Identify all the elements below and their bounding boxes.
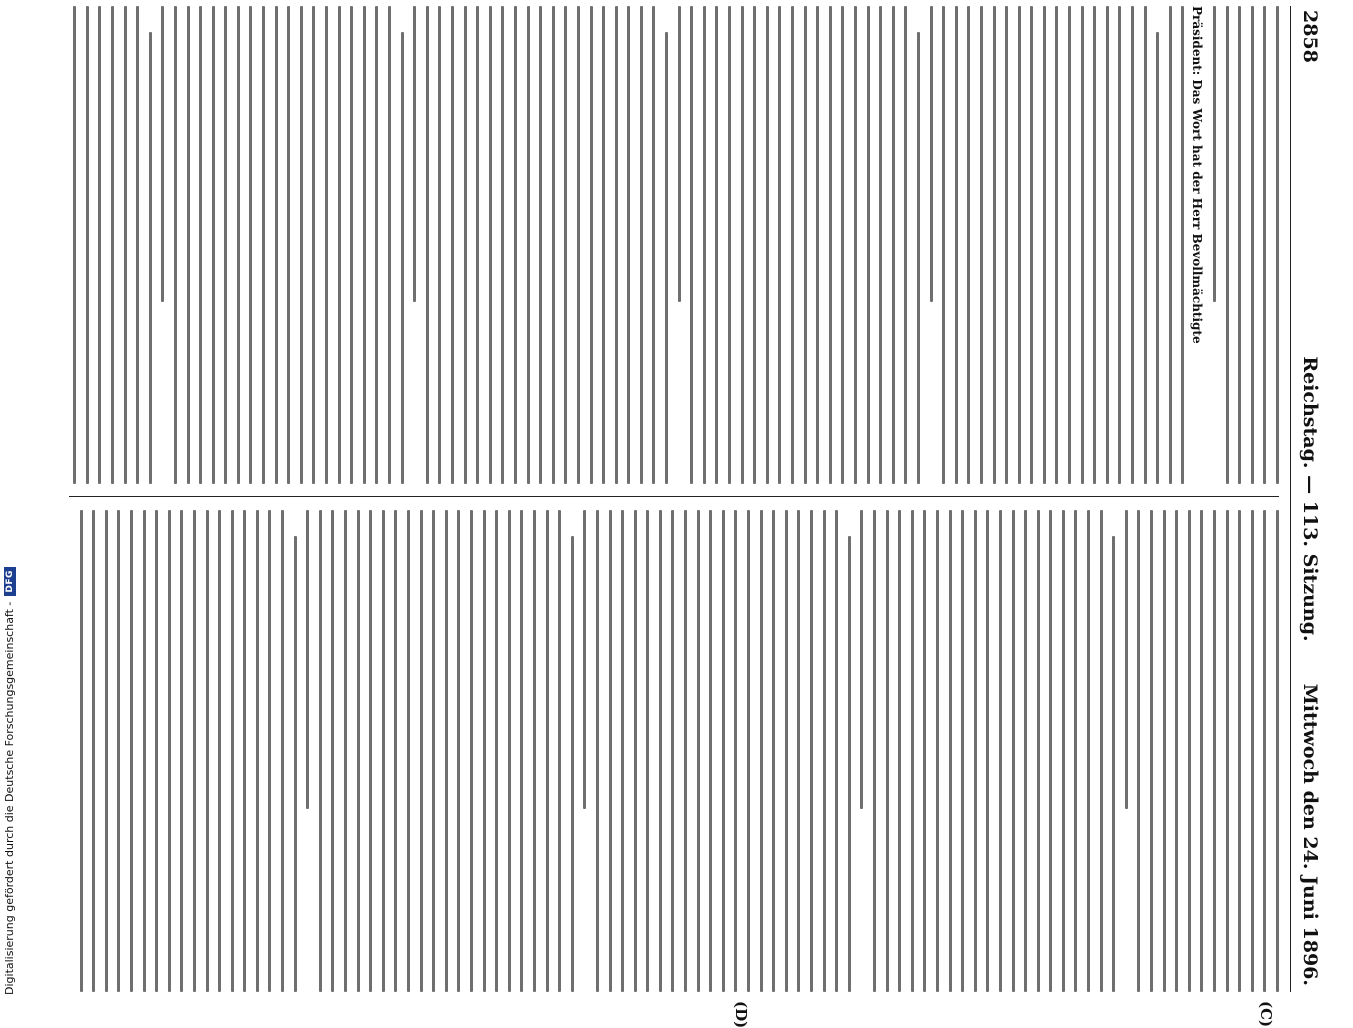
scanned-page xyxy=(55,6,1345,1028)
text-line xyxy=(841,6,844,484)
text-line xyxy=(1263,6,1266,484)
text-line xyxy=(974,510,977,992)
text-line xyxy=(917,32,920,484)
text-line xyxy=(1043,6,1046,484)
text-line xyxy=(1144,6,1147,484)
text-line xyxy=(715,6,718,484)
text-line xyxy=(382,510,385,992)
text-line xyxy=(936,510,939,992)
speaker-line: Präsident: Das Wort hat der Herr Bevollmächtigte xyxy=(1190,6,1205,344)
text-line xyxy=(501,6,504,484)
text-line xyxy=(527,6,530,484)
text-line xyxy=(804,6,807,484)
text-line xyxy=(300,6,303,484)
text-line xyxy=(829,6,832,484)
text-line xyxy=(80,510,83,992)
text-line xyxy=(445,510,448,992)
text-line xyxy=(640,6,643,484)
text-line xyxy=(949,510,952,992)
text-line xyxy=(590,6,593,484)
text-line xyxy=(231,510,234,992)
text-line xyxy=(892,6,895,484)
text-line xyxy=(766,6,769,484)
text-line xyxy=(558,510,561,992)
text-line xyxy=(250,6,253,484)
text-line xyxy=(1024,510,1027,992)
text-line xyxy=(331,510,334,992)
text-line xyxy=(143,510,146,992)
text-line xyxy=(564,6,567,484)
text-line xyxy=(407,510,410,992)
column-divider xyxy=(69,496,1279,497)
text-line xyxy=(577,6,580,484)
margin-marker-c: (C) xyxy=(1257,1001,1275,1028)
session-date: Mittwoch den 24. Juni 1896. xyxy=(1299,683,1321,986)
text-line xyxy=(105,510,108,992)
digitization-credit xyxy=(3,5,16,995)
text-line xyxy=(552,6,555,484)
text-line xyxy=(904,6,907,484)
text-column-left xyxy=(67,6,1279,484)
text-line xyxy=(1226,510,1229,992)
text-line xyxy=(1012,510,1015,992)
text-line xyxy=(1175,510,1178,992)
text-line xyxy=(130,510,133,992)
text-line xyxy=(823,510,826,992)
text-line xyxy=(1112,536,1115,992)
text-line xyxy=(1156,32,1159,484)
text-line xyxy=(980,6,983,484)
text-line xyxy=(955,6,958,484)
text-line xyxy=(1005,6,1008,484)
text-line xyxy=(1087,510,1090,992)
text-line xyxy=(816,6,819,484)
text-line xyxy=(961,510,964,992)
text-line xyxy=(224,6,227,484)
text-line xyxy=(672,510,675,992)
text-line xyxy=(218,510,221,992)
text-line xyxy=(653,6,656,484)
text-line xyxy=(747,510,750,992)
text-line xyxy=(514,6,517,484)
text-line xyxy=(627,6,630,484)
text-line xyxy=(697,510,700,992)
text-line xyxy=(483,510,486,992)
text-line xyxy=(432,510,435,992)
text-line xyxy=(728,6,731,484)
text-line xyxy=(495,510,498,992)
margin-marker-d: (D) xyxy=(732,1001,750,1028)
text-line xyxy=(111,6,114,484)
text-line xyxy=(1118,6,1121,484)
text-line xyxy=(621,510,624,992)
text-line xyxy=(344,510,347,992)
text-line xyxy=(401,32,404,484)
text-line xyxy=(734,510,737,992)
text-line xyxy=(1163,510,1166,992)
text-line xyxy=(873,510,876,992)
text-line xyxy=(168,510,171,992)
text-column-right xyxy=(67,510,1279,992)
text-line xyxy=(193,510,196,992)
text-line xyxy=(206,510,209,992)
text-line xyxy=(741,6,744,484)
text-line xyxy=(1181,6,1184,484)
text-line xyxy=(180,510,183,992)
text-line xyxy=(256,510,259,992)
text-line xyxy=(1106,6,1109,484)
text-line xyxy=(98,6,101,484)
text-line xyxy=(665,32,668,484)
text-line xyxy=(1131,6,1134,484)
text-line xyxy=(911,510,914,992)
text-line xyxy=(879,6,882,484)
text-line xyxy=(451,6,454,484)
text-line xyxy=(753,6,756,484)
text-line xyxy=(678,6,681,302)
text-line xyxy=(1238,6,1241,484)
text-line xyxy=(993,6,996,484)
text-line xyxy=(1200,510,1203,992)
text-line xyxy=(1251,510,1254,992)
text-line xyxy=(760,510,763,992)
text-line xyxy=(1137,510,1140,992)
text-line xyxy=(476,6,479,484)
text-line xyxy=(187,6,190,484)
text-line xyxy=(684,510,687,992)
text-line xyxy=(489,6,492,484)
text-line xyxy=(124,6,127,484)
text-line xyxy=(986,510,989,992)
text-line xyxy=(898,510,901,992)
text-line xyxy=(1093,6,1096,484)
text-line xyxy=(1213,510,1216,992)
text-line xyxy=(464,6,467,484)
text-line xyxy=(155,510,158,992)
text-line xyxy=(237,6,240,484)
text-line xyxy=(262,6,265,484)
text-line xyxy=(923,510,926,992)
text-line xyxy=(659,510,662,992)
text-line xyxy=(1276,6,1279,484)
text-line xyxy=(357,510,360,992)
text-line xyxy=(967,6,970,484)
text-line xyxy=(602,6,605,484)
text-line xyxy=(86,6,89,484)
text-line xyxy=(942,6,945,484)
text-line xyxy=(174,6,177,484)
text-line xyxy=(930,6,933,302)
text-line xyxy=(243,510,246,992)
text-line xyxy=(420,510,423,992)
text-line xyxy=(634,510,637,992)
text-line xyxy=(470,510,473,992)
text-line xyxy=(867,6,870,484)
text-line xyxy=(709,510,712,992)
dfg-logo: DFG xyxy=(4,567,16,596)
text-line xyxy=(92,510,95,992)
text-line xyxy=(161,6,164,302)
text-line xyxy=(533,510,536,992)
text-line xyxy=(797,510,800,992)
text-line xyxy=(1150,510,1153,992)
text-line xyxy=(1169,6,1172,484)
rotated-sheet xyxy=(55,6,1335,1028)
text-line xyxy=(596,510,599,992)
text-line xyxy=(312,6,315,484)
text-line xyxy=(1100,510,1103,992)
text-line xyxy=(1037,510,1040,992)
text-line xyxy=(508,510,511,992)
text-line xyxy=(325,6,328,484)
text-line xyxy=(1068,6,1071,484)
text-line xyxy=(539,6,542,484)
text-line xyxy=(426,6,429,484)
text-line xyxy=(854,6,857,484)
text-line xyxy=(615,6,618,484)
text-line xyxy=(772,510,775,992)
text-line xyxy=(1056,6,1059,484)
text-line xyxy=(860,510,863,809)
header-rule xyxy=(1290,6,1291,992)
text-line xyxy=(338,6,341,484)
text-line xyxy=(1075,510,1078,992)
text-line xyxy=(1125,510,1128,809)
text-line xyxy=(778,6,781,484)
text-line xyxy=(199,6,202,484)
session-title: Reichstag. — 113. Sitzung. xyxy=(1299,356,1321,642)
text-line xyxy=(388,6,391,484)
text-line xyxy=(1081,6,1084,484)
text-line xyxy=(571,536,574,992)
text-line xyxy=(275,6,278,484)
text-line xyxy=(886,510,889,992)
text-line xyxy=(1049,510,1052,992)
text-line xyxy=(791,6,794,484)
text-line xyxy=(1276,510,1279,992)
text-line xyxy=(117,510,120,992)
text-line xyxy=(1018,6,1021,484)
text-line xyxy=(1226,6,1229,484)
text-line xyxy=(73,6,76,484)
funding-credit-text: Digitalisierung gefördert durch die Deutsche Forschungsgemeinschaft - xyxy=(3,601,16,995)
text-line xyxy=(1238,510,1241,992)
text-line xyxy=(609,510,612,992)
text-line xyxy=(457,510,460,992)
text-line xyxy=(375,6,378,484)
text-line xyxy=(438,6,441,484)
text-line xyxy=(703,6,706,484)
text-line xyxy=(546,510,549,992)
text-line xyxy=(294,536,297,992)
text-line xyxy=(848,536,851,992)
text-line xyxy=(835,510,838,992)
text-line xyxy=(281,510,284,992)
text-line xyxy=(269,510,272,992)
digitization-sidebar xyxy=(0,0,22,1000)
text-line xyxy=(520,510,523,992)
text-line xyxy=(394,510,397,992)
text-line xyxy=(319,510,322,992)
text-line xyxy=(287,6,290,484)
text-line xyxy=(785,510,788,992)
text-line xyxy=(999,510,1002,992)
text-line xyxy=(1062,510,1065,992)
text-line xyxy=(212,6,215,484)
text-line xyxy=(1213,6,1216,302)
page-number: 2858 xyxy=(1299,10,1321,63)
text-line xyxy=(583,510,586,809)
text-line xyxy=(1251,6,1254,484)
text-line xyxy=(149,32,152,484)
text-line xyxy=(363,6,366,484)
text-line xyxy=(646,510,649,992)
text-line xyxy=(1188,510,1191,992)
text-line xyxy=(306,510,309,809)
text-line xyxy=(722,510,725,992)
text-line xyxy=(413,6,416,302)
text-line xyxy=(350,6,353,484)
text-line xyxy=(136,6,139,484)
text-line xyxy=(690,6,693,484)
text-line xyxy=(810,510,813,992)
text-line xyxy=(1263,510,1266,992)
text-line xyxy=(1030,6,1033,484)
text-line xyxy=(369,510,372,992)
